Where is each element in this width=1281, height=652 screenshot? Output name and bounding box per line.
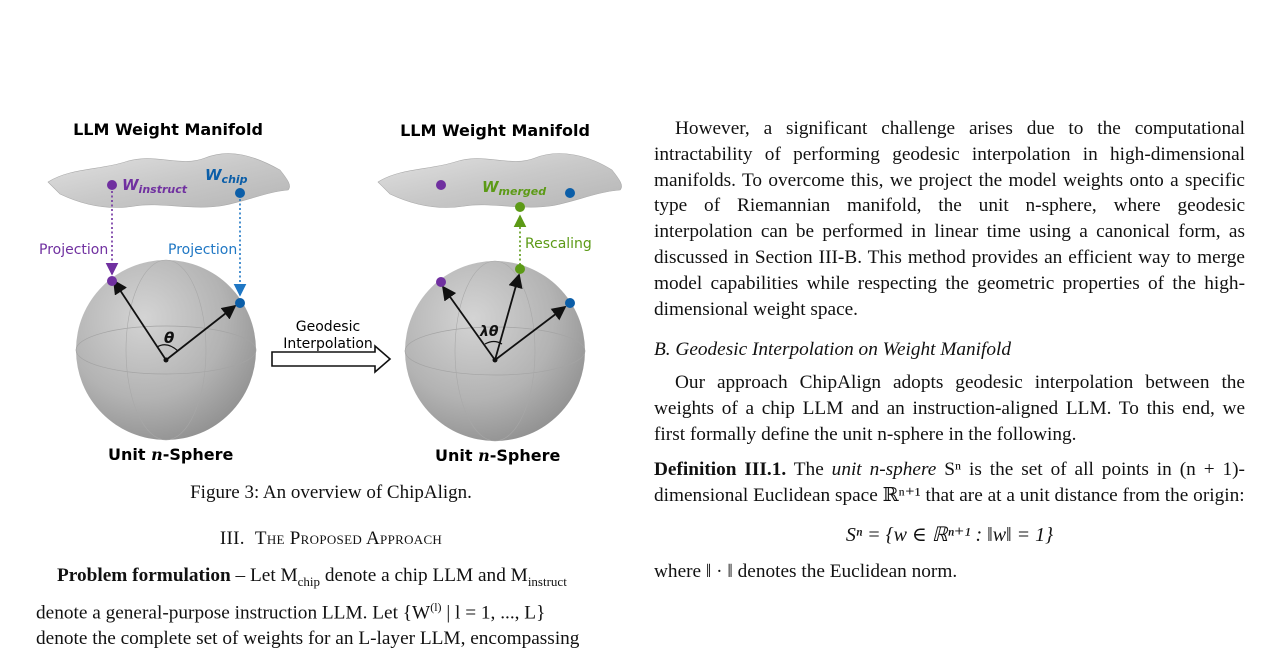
- w-chip-label: $W_{chip}$: [205, 166, 248, 186]
- definition-text-a: The: [786, 458, 832, 480]
- projection-label-right: Projection: [168, 242, 238, 258]
- rescaling-label: Rescaling: [525, 236, 592, 252]
- left-manifold-surface: [48, 154, 290, 208]
- sphere-equation: Sⁿ = {w ∈ ℝⁿ⁺¹ : ‖w‖ = 1}: [845, 524, 1054, 547]
- sphere-point-chip: [235, 298, 245, 308]
- right-w-instruct-point: [436, 180, 446, 190]
- w-chip-point: [235, 188, 245, 198]
- left-line2-superscript: (l): [430, 599, 442, 614]
- figure-svg: [30, 110, 630, 480]
- left-line2-end: | l = 1, ..., L}: [441, 602, 546, 624]
- geodesic-label-line1: Geodesic: [295, 319, 361, 335]
- right-sphere-label: Unit n-Sphere: [435, 446, 561, 465]
- sphere-point-instruct: [107, 276, 117, 286]
- right-paragraph-2: Our approach ChipAlign adopts geodesic interpolation between the weights of a chip LLM and an instruction-aligned LLM. To this end, we first formally define the unit n-sphere in the following.: [654, 372, 1245, 445]
- left-line1-text-b: denote a chip LLM and M: [320, 565, 528, 586]
- figure-caption: Figure 3: An overview of ChipAlign.: [190, 482, 472, 503]
- definition-label: Definition III.1.: [654, 458, 787, 480]
- problem-formulation-lead: Problem formulation: [57, 565, 231, 586]
- left-manifold-title: LLM Weight Manifold: [73, 120, 263, 139]
- w-merged-point: [515, 202, 525, 212]
- m-instruct-subscript: instruct: [527, 573, 567, 589]
- right-w-chip-point: [565, 188, 575, 198]
- left-line-3: denote the complete set of weights for an L-layer LLM, encompassing: [36, 627, 580, 649]
- right-column: [654, 116, 1245, 585]
- subsection-heading: B. Geodesic Interpolation on Weight Manifold: [654, 339, 1012, 361]
- left-line2-text: denote a general-purpose instruction LLM. Let {W: [36, 602, 431, 624]
- problem-formulation-paragraph: [36, 563, 626, 652]
- left-sphere-label: Unit n-Sphere: [108, 445, 234, 464]
- definition-emphasis: unit n-sphere: [831, 458, 937, 480]
- right-sphere-point-chip: [565, 298, 575, 308]
- w-instruct-point: [107, 180, 117, 190]
- right-sphere-point-instruct: [436, 277, 446, 287]
- lambda-theta-label: λθ: [480, 324, 499, 340]
- right-manifold-surface: [378, 154, 622, 208]
- section-number: III.: [219, 528, 245, 549]
- left-unit-sphere: [76, 260, 256, 440]
- section-title: The Proposed Approach: [254, 528, 443, 549]
- norm-definition-line: where ‖ · ‖ denotes the Euclidean norm.: [654, 561, 958, 583]
- section-heading: [36, 528, 626, 550]
- left-line-1: [36, 563, 626, 595]
- m-chip-subscript: chip: [297, 573, 321, 589]
- right-paragraph-1: However, a significant challenge arises due to the computational intractability of performing geodesic interpolation in high-dimensional manifolds. To overcome this, we project the model weights onto a specific type of Riemannian manifold, the unit n-sphere, where geodesic interpolation can be performed in linear time using a canonical form, as discussed in Section III-B. This method provides an efficient way to merge model capabilities while respecting the geometric properties of the high-dimensional weight space.: [654, 118, 1245, 320]
- definition-text-b: Sⁿ is the set of all points in (n + 1)-dimensional Euclidean space ℝⁿ⁺¹ that are at a unit distance from the origin:: [654, 458, 1245, 506]
- right-sphere-point-merged: [515, 264, 525, 274]
- figure-chipalign-overview: [30, 110, 630, 480]
- left-line-2: [36, 595, 626, 626]
- theta-label: θ: [164, 329, 175, 347]
- right-manifold-title: LLM Weight Manifold: [400, 121, 590, 140]
- w-instruct-label: $W_{instruct}$: [122, 176, 187, 196]
- left-sphere-origin: [164, 358, 169, 363]
- w-merged-label: $W_{merged}$: [482, 178, 547, 198]
- left-line1-text-a: – Let M: [230, 565, 298, 586]
- projection-label-left: Projection: [39, 242, 109, 258]
- definition-paragraph: [654, 457, 1245, 509]
- right-unit-sphere: [405, 261, 585, 441]
- geodesic-label-line2: Interpolation: [283, 336, 373, 352]
- right-sphere-origin: [493, 358, 498, 363]
